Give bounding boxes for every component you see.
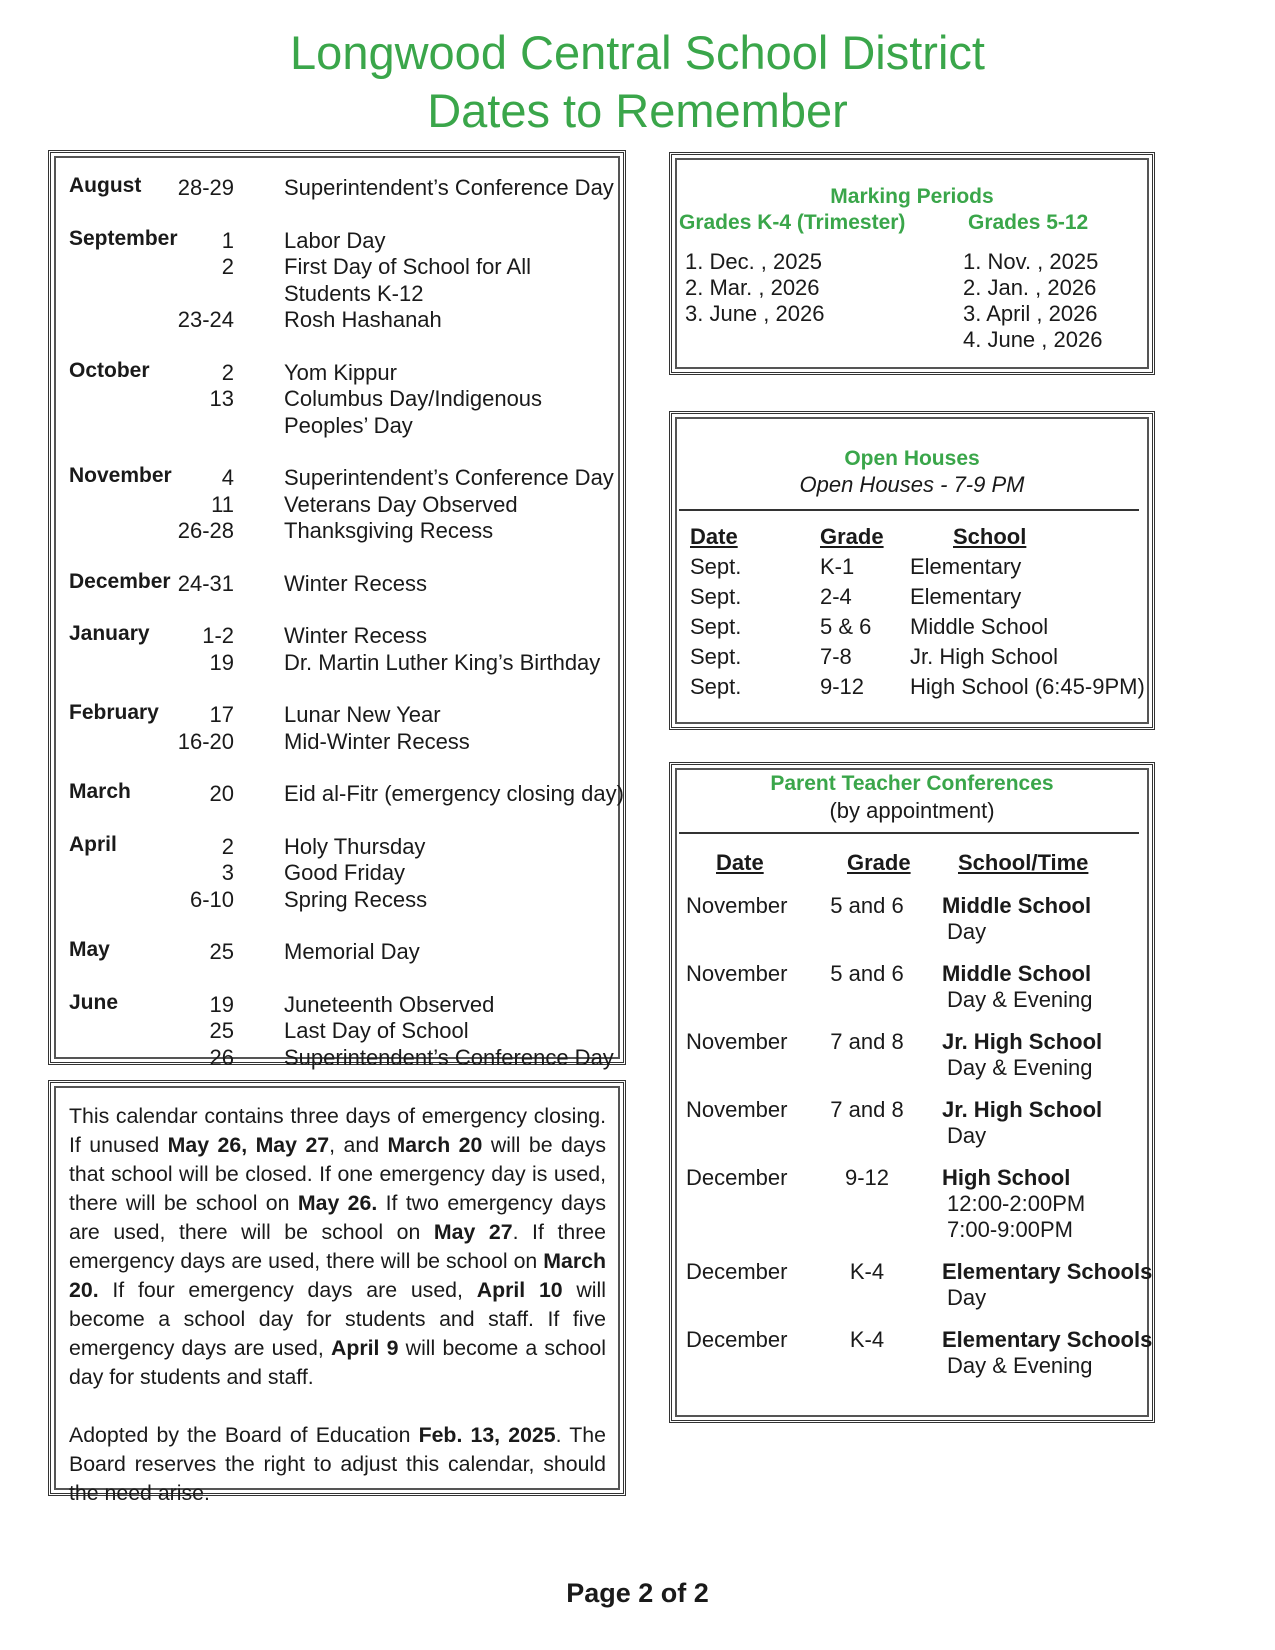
marking-periods-box [669, 152, 1155, 375]
calendar-date: 2 [221, 833, 234, 859]
calendar-date: 3 [221, 860, 234, 885]
note-text: . The Board reserves the right to adjust this calendar, should the need arise. [69, 1423, 606, 1505]
calendar-date: 23-24 [177, 307, 234, 332]
marking-period-item: 3. April , 2026 [963, 301, 1098, 326]
marking-period-item: 2. Jan. , 2026 [963, 275, 1097, 300]
calendar-date: 24-31 [177, 570, 234, 596]
calendar-month: January [69, 622, 150, 645]
calendar-event: Labor Day [284, 227, 386, 253]
ptc-grade: 7 and 8 [830, 1097, 904, 1122]
calendar-date: 25 [209, 1018, 234, 1043]
conferences-title: Parent Teacher Conferences [770, 772, 1054, 795]
oh-school: High School (6:45-9PM) [910, 674, 1145, 699]
calendar-event: First Day of School for All [284, 254, 531, 279]
calendar-event: Dr. Martin Luther King’s Birthday [284, 649, 601, 675]
note-text: will become a school day for students and staff. If five emergency days are used, [69, 1278, 606, 1360]
ptc-time: Day [947, 1123, 987, 1148]
emphasized-date: May 27 [433, 1220, 513, 1244]
note-text: , and [329, 1133, 388, 1157]
page-number: Page 2 of 2 [566, 1578, 709, 1608]
calendar-date: 2 [221, 359, 234, 385]
grades-5-12-marking-periods [963, 249, 1102, 353]
open-houses-divider [679, 509, 1139, 511]
ptc-date: November [686, 893, 788, 918]
ptc-date: November [686, 1029, 788, 1054]
emphasized-date: May 26, May 27 [167, 1133, 330, 1157]
calendar-date: 25 [209, 939, 234, 964]
oh-date: Sept. [690, 674, 742, 699]
oh-grade: 5 & 6 [820, 614, 872, 639]
marking-period-item: 4. June , 2026 [963, 327, 1103, 352]
calendar-list [54, 156, 624, 1070]
ptc-time: 7:00-9:00PM [947, 1217, 1073, 1242]
ptc-school: Jr. High School [942, 1097, 1103, 1122]
calendar-event: Superintendent’s Conference Day [284, 465, 614, 490]
calendar-event: Yom Kippur [284, 359, 397, 385]
calendar-event: Holy Thursday [284, 833, 426, 859]
ptc-date: December [686, 1259, 788, 1284]
note-text: . If three emergency days are used, there will be school on [69, 1220, 606, 1273]
calendar-date: 16-20 [177, 728, 234, 754]
calendar-month: June [69, 990, 119, 1014]
calendar-month: May [69, 938, 110, 961]
oh-date: Sept. [690, 584, 742, 609]
calendar-date: 17 [209, 702, 234, 727]
oh-school: Middle School [910, 614, 1049, 639]
adoption-note-paragraph [69, 1421, 606, 1508]
marking-period-item: 3. June , 2026 [685, 301, 825, 326]
conferences-note: (by appointment) [829, 798, 995, 823]
calendar-month: November [69, 464, 172, 487]
ptc-time: Day & Evening [947, 987, 1093, 1012]
calendar-date: 1-2 [202, 623, 234, 648]
calendar-date: 13 [209, 386, 234, 411]
k4-heading: Grades K-4 (Trimester) [679, 211, 906, 234]
ptc-school: Elementary Schools [942, 1327, 1153, 1352]
emphasized-date: March 20 [387, 1133, 483, 1157]
ptc-school: Middle School [942, 893, 1092, 918]
calendar-date: 26-28 [177, 518, 234, 543]
oh-grade: 7-8 [820, 644, 852, 669]
marking-period-item: 1. Dec. , 2025 [685, 249, 822, 274]
ptc-grade: 5 and 6 [830, 961, 904, 986]
page-subtitle: Dates to Remember [427, 84, 848, 137]
emphasized-date: May 26. [297, 1191, 378, 1215]
emergency-note-paragraph [69, 1102, 606, 1392]
oh-grade: 9-12 [820, 674, 865, 699]
ptc-date: December [686, 1327, 788, 1352]
calendar-date: 20 [209, 781, 234, 806]
ptc-time: 12:00-2:00PM [947, 1191, 1086, 1216]
calendar-month: September [69, 226, 178, 250]
calendar-date: 1 [221, 227, 234, 253]
ptc-date: November [686, 961, 788, 986]
calendar-event: Columbus Day/Indigenous [284, 386, 543, 411]
calendar-event: Superintendent’s Conference Day [284, 1044, 614, 1070]
calendar-month: October [69, 358, 150, 382]
grades-5-12-heading: Grades 5-12 [968, 211, 1089, 234]
calendar-event: Memorial Day [284, 939, 420, 964]
calendar-month: April [69, 832, 117, 856]
calendar-date: 19 [209, 991, 234, 1017]
ptc-grade: 9-12 [844, 1165, 890, 1190]
ptc-grade: 7 and 8 [830, 1029, 904, 1054]
note-text: will become a school day for students and staff. [69, 1336, 606, 1389]
calendar-date: 2 [221, 254, 234, 279]
marking-periods-title: Marking Periods [830, 185, 994, 208]
note-text: If four emergency days are used, [98, 1278, 477, 1302]
note-text: If two emergency days are used, there will be school on [69, 1191, 607, 1244]
calendar-month: August [69, 174, 142, 197]
calendar-date: 11 [211, 491, 234, 517]
oh-school: Jr. High School [910, 644, 1058, 669]
calendar-event: Good Friday [284, 860, 406, 885]
open-houses-time: Open Houses - 7-9 PM [799, 472, 1025, 497]
calendar-date: 19 [209, 649, 234, 675]
marking-period-item: 2. Mar. , 2026 [685, 275, 820, 300]
ptc-grade: K-4 [849, 1259, 885, 1284]
ptc-time: Day [947, 919, 987, 944]
calendar-month: December [69, 569, 171, 593]
oh-date: Sept. [690, 554, 742, 579]
k4-marking-periods [685, 249, 824, 327]
ptc-time: Day [947, 1285, 987, 1310]
calendar-event: Veterans Day Observed [284, 491, 518, 517]
calendar-event: Superintendent’s Conference Day [284, 175, 614, 200]
emergency-note [69, 1102, 606, 1508]
conferences-box [669, 762, 1155, 1423]
calendar-event: Winter Recess [284, 623, 428, 648]
ptc-grade-header: Grade [847, 850, 911, 875]
calendar-event: Winter Recess [284, 570, 428, 596]
calendar-event: Juneteenth Observed [284, 991, 495, 1017]
emphasized-date: April 10 [476, 1278, 563, 1302]
ptc-grade: 5 and 6 [830, 893, 904, 918]
emergency-note-box [48, 1080, 626, 1505]
emphasized-date: April 9 [330, 1336, 399, 1360]
open-houses-title: Open Houses [844, 447, 980, 470]
calendar-event: Mid-Winter Recess [284, 728, 470, 754]
calendar-event: Last Day of School [284, 1018, 469, 1043]
emphasized-date: March 20. [69, 1249, 606, 1302]
ptc-school: High School [942, 1165, 1071, 1190]
calendar-event: Peoples’ Day [284, 412, 413, 438]
calendar-month: February [69, 701, 159, 724]
calendar-event: Students K-12 [284, 280, 424, 306]
note-text: Adopted by the Board of Education [69, 1423, 419, 1447]
calendar-event: Thanksgiving Recess [284, 518, 494, 543]
ptc-school: Middle School [942, 961, 1092, 986]
oh-date-header: Date [690, 524, 738, 549]
ptc-date-header: Date [716, 850, 764, 875]
calendar-box [48, 150, 626, 1070]
calendar-date: 4 [221, 465, 234, 490]
oh-grade-header: Grade [820, 524, 884, 549]
note-text: This calendar contains three days of emergency closing. If unused [69, 1104, 606, 1157]
calendar-month: March [69, 780, 131, 803]
ptc-date: December [686, 1165, 788, 1190]
district-title: Longwood Central School District [290, 26, 985, 79]
oh-school: Elementary [910, 554, 1022, 579]
calendar-date: 6-10 [189, 886, 234, 912]
ptc-school: Elementary Schools [942, 1259, 1153, 1284]
note-text: will be days that school will be closed. If one emergency day is used, there will be school on [69, 1133, 606, 1215]
oh-school-header: School [953, 524, 1027, 549]
calendar-date: 26 [209, 1044, 234, 1070]
oh-date: Sept. [690, 644, 742, 669]
calendar-event: Eid al-Fitr (emergency closing day) [284, 781, 624, 806]
ptc-grade: K-4 [849, 1327, 885, 1352]
ptc-date: November [686, 1097, 788, 1122]
calendar-event: Spring Recess [284, 886, 428, 912]
oh-grade: 2-4 [820, 584, 852, 609]
ptc-school-header: School/Time [958, 850, 1089, 875]
open-houses-box [669, 411, 1155, 730]
ptc-school: Jr. High School [942, 1029, 1103, 1054]
oh-school: Elementary [910, 584, 1022, 609]
emphasized-date: Feb. 13, 2025 [418, 1423, 556, 1447]
calendar-date: 28-29 [177, 175, 234, 200]
calendar-event: Rosh Hashanah [284, 307, 442, 332]
ptc-time: Day & Evening [947, 1055, 1093, 1080]
conferences-divider [679, 832, 1139, 834]
oh-date: Sept. [690, 614, 742, 639]
calendar-event: Lunar New Year [284, 702, 441, 727]
ptc-time: Day & Evening [947, 1353, 1093, 1378]
oh-grade: K-1 [820, 554, 855, 579]
marking-period-item: 1. Nov. , 2025 [963, 249, 1099, 274]
